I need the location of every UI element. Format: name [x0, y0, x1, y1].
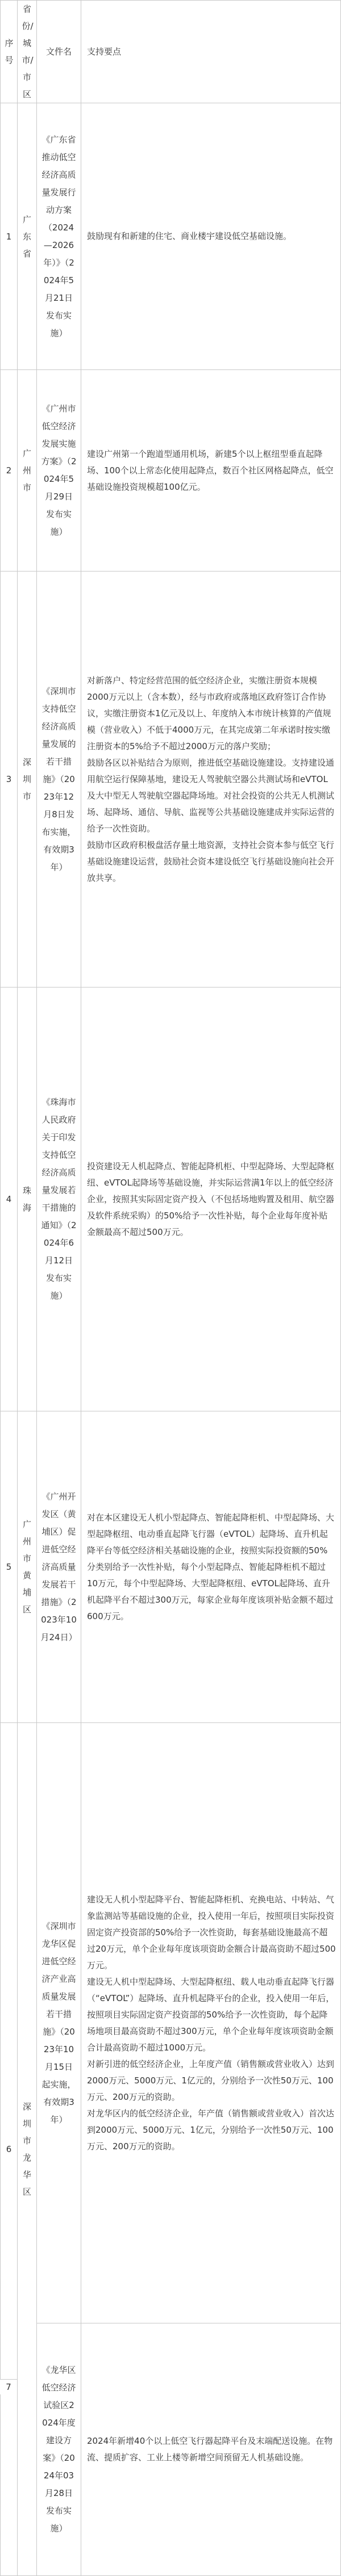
row-doc: 《广州市低空经济发展实施方案》（2024年5月29日发布实施）	[37, 370, 81, 571]
header-support: 支持要点	[81, 1, 341, 103]
row-support: 投资建设无人机起降点、智能起降机柜、中型起降场、大型起降枢纽、eVTOL起降场等基础设施，并实际运营满1年以上的低空经济企业，按照其实际固定资产投入（不包括场地购置及租用、航空器及软件系统采购）的50%给予一次性补贴，每个企业每年度补贴金额最高不超过500万元。	[81, 987, 341, 1411]
row-no: 3	[1, 571, 18, 987]
row-doc: 《龙华区低空经济试验区2024年度建设方案》（2024年03月28日发布实施）	[37, 2323, 81, 2576]
table-row	[1, 103, 341, 370]
row-doc: 《广东省推动低空经济高质量发展行动方案（2024—2026年）》（2024年5月21日发布实施）	[37, 103, 81, 370]
row-no: 4	[1, 987, 18, 1411]
table-row	[1, 1723, 341, 2323]
row-region: 珠海	[18, 987, 37, 1411]
row-support: 建设广州第一个跑道型通用机场，新建5个以上枢纽型垂直起降场、100个以上常态化使用起降点，数百个社区网格起降点，低空基础设施投资规模超100亿元。	[81, 370, 341, 571]
row-region: 广东省	[18, 103, 37, 370]
table-row	[1, 370, 341, 571]
row-no: 2	[1, 370, 18, 571]
row-no: 6	[1, 1723, 18, 2576]
row-support: 建设无人机小型起降平台、智能起降柜机、充换电站、中转站、气象监测站等基础设施的企业，投入使用一年后，按照项目实际投资固定资产投资部的50%给予一次性资助，每套基础设施最高不超过20万元，单个企业每年度该项资助金额合计最高资助不超过500万元。 建设无人机中型起降场、大型起降枢纽、载人电动垂直起降飞行器（“eVTOL”）起降场、直升机起降平台的企业，投入使用一年后，按照项目实际固定资产投资部的50%给予一次性资助，每个起降场地项目最高资助不超过300万元，单个企业每年度该项资助金额合计最高资助不超过1000万元。 对新引进的低空经济企业，上年度产值（销售额或营业收入）达到2000万元、5000万元、1亿元的，分别给予一次性50万元、100万元、200万元的资助。 对龙华区内的低空经济企业，年产值（销售额或营业收入）首次达到2000万元、5000万元、1亿元，分别给予一次性50万元、100万元、200万元的资助。	[81, 1723, 341, 2323]
row-region: 广州市	[18, 370, 37, 571]
row-support: 鼓励现有和新建的住宅、商业楼宇建设低空基础设施。	[81, 103, 341, 370]
row-region: 深圳市龙华区	[18, 1723, 37, 2576]
header-region: 省份/城市/市区	[18, 1, 37, 103]
row-doc: 《广州开发区（黄埔区）促进低空经济高质量发展若干措施》（2023年10月24日）	[37, 1411, 81, 1723]
row-support: 对在本区建设无人机小型起降点、智能起降柜机、中型起降场、大型起降枢纽、电动垂直起降飞行器（eVTOL）起降场、直升机起降平台等低空经济相关基础设施的企业，按照实际投资额的50%分类别给予一次性补贴，每个小型起降点、智能起降柜机不超过10万元，每个中型起降场、大型起降枢纽、eVTOL起降场、直升机起降平台不超过300万元，每家企业每年度该项补贴金额不超过600万元。	[81, 1411, 341, 1723]
row-doc: 《珠海市人民政府关于印发支持低空经济高质量发展若干措施的通知》（2024年6月12日发布实施）	[37, 987, 81, 1411]
row-region: 广州市黄埔区	[18, 1411, 37, 1723]
table-row	[1, 1411, 341, 1723]
row-no: 5	[1, 1411, 18, 1723]
header-doc: 文件名	[37, 1, 81, 103]
row-doc: 《深圳市支持低空经济高质量发展的若干措施》（2023年12月8日发布实施，有效期3年）	[37, 571, 81, 987]
row-support: 对新落户、特定经营范围的低空经济企业，实缴注册资本规模2000万元以上（含本数），经与市政府或落地区政府签订合作协议，实缴注册资本1亿元及以上、年度纳入本市统计核算的产值规模（营业收入）不低于4000万元，在其完成第二年承诺时按实缴注册资本的5%给予不超过2000万元的落户奖励； 鼓励各区以补贴结合为原则，推进低空基础设施建设。支持建设通用航空运行保障基地，建设无人驾驶航空器公共测试场和eVTOL及大中型无人驾驶航空器起降场地。对社会投资的公共无人机测试场、起降场、通信、导航、监视等公共基础设施建成并实际运营的给予一次性资助。 鼓励市区政府积极盘活存量土地资源，支持社会资本参与低空飞行基础设施建设运营，鼓励社会资本建设低空飞行基础设施向社会开放共享。	[81, 571, 341, 987]
row-support: 2024年新增40个以上低空飞行器起降平台及末端配送设施。在物流、提质扩容、工业上楼等新增空间预留无人机基础设施。	[81, 2323, 341, 2576]
header-no: 序号	[1, 1, 18, 103]
table-header-row	[1, 1, 341, 103]
row-7-number-overlay: 7	[0, 2379, 17, 2394]
row-doc: 《深圳市龙华区促进低空经济产业高质量发展若干措施》（2023年10月15日起实施，有效期3年）	[37, 1723, 81, 2323]
table-row	[1, 987, 341, 1411]
table-row	[1, 571, 341, 987]
row-no: 1	[1, 103, 18, 370]
table-row	[1, 2323, 341, 2576]
row-region: 深圳市	[18, 571, 37, 987]
